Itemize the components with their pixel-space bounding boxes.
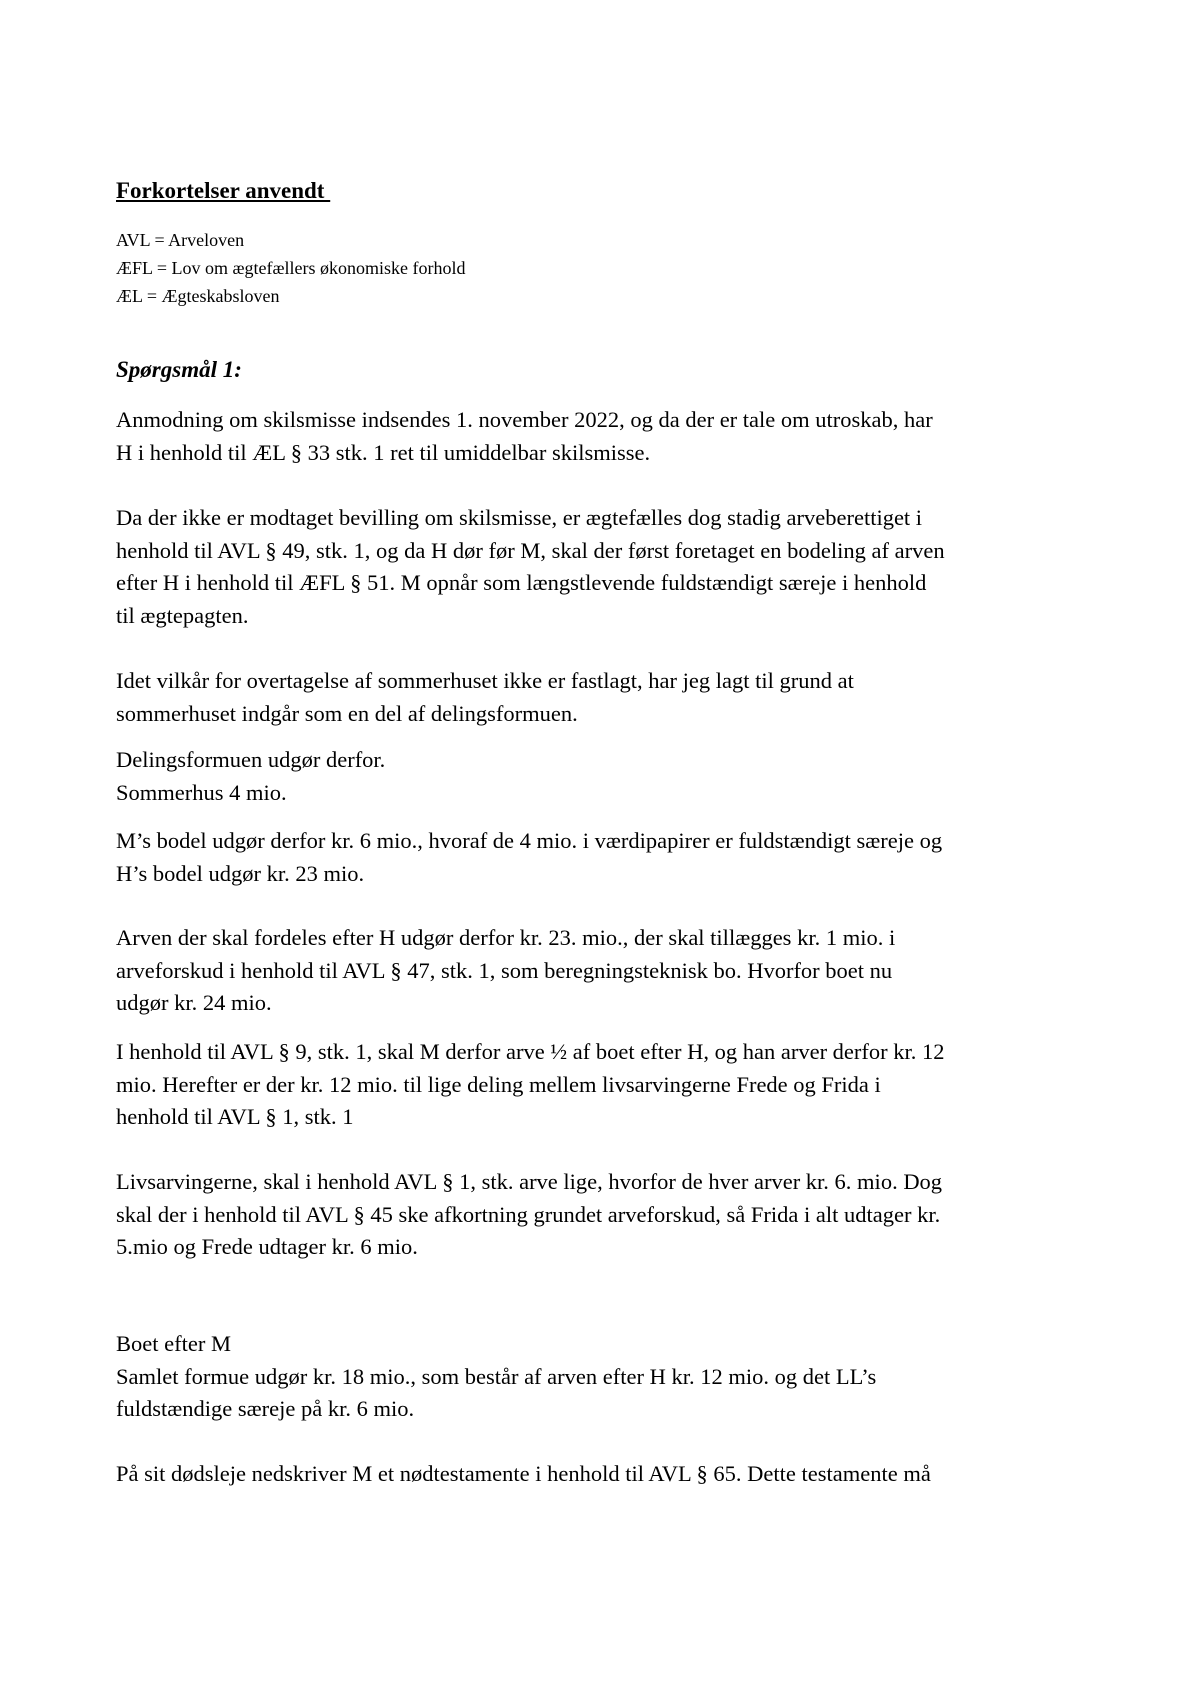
- paragraph: [116, 744, 1106, 809]
- paragraph-line: Anmodning om skilsmisse indsendes 1. november 2022, og da der er tale om utroskab, har: [116, 407, 933, 432]
- paragraph: [116, 1458, 1106, 1491]
- paragraph-line: 5.mio og Frede udtager kr. 6 mio.: [116, 1234, 418, 1259]
- paragraph-line: mio. Herefter er der kr. 12 mio. til lige deling mellem livsarvingerne Frede og Frida i: [116, 1071, 881, 1097]
- paragraph-line: På sit dødsleje nedskriver M et nødtestamente i henhold til AVL § 65. Dette testamente må: [116, 1461, 931, 1486]
- paragraph-line: til ægtepagten.: [116, 602, 249, 628]
- abbreviation-item: ÆL = Ægteskabsloven: [116, 286, 280, 306]
- paragraph-line: skal der i henhold til AVL § 45 ske afkortning grundet arveforskud, så Frida i alt udtager kr.: [116, 1201, 941, 1227]
- paragraph-line: H i henhold til ÆL § 33 stk. 1 ret til umiddelbar skilsmisse.: [116, 439, 651, 465]
- paragraph: [116, 404, 1106, 469]
- paragraph: [116, 1036, 1106, 1134]
- paragraph-line: sommerhuset indgår som en del af delingsformuen.: [116, 700, 578, 726]
- abbreviations-list: [116, 226, 465, 310]
- paragraph-line: henhold til AVL § 1, stk. 1: [116, 1104, 354, 1129]
- paragraph-line: arveforskud i henhold til AVL § 47, stk. 1, som beregningsteknisk bo. Hvorfor boet nu: [116, 957, 893, 983]
- paragraph-line: udgør kr. 24 mio.: [116, 990, 272, 1015]
- paragraph-line: Da der ikke er modtaget bevilling om skilsmisse, er ægtefælles dog stadig arveberettiget i: [116, 505, 923, 530]
- paragraph: [116, 502, 1106, 632]
- paragraph-line: Livsarvingerne, skal i henhold AVL § 1, stk. arve lige, hvorfor de hver arver kr. 6. mio. Dog: [116, 1169, 943, 1194]
- paragraph-line: Arven der skal fordeles efter H udgør derfor kr. 23. mio., der skal tillægges kr. 1 mio. i: [116, 925, 896, 950]
- abbreviation-item: ÆFL = Lov om ægtefællers økonomiske forhold: [116, 258, 466, 278]
- paragraph-line: Samlet formue udgør kr. 18 mio., som består af arven efter H kr. 12 mio. og det LL’s: [116, 1363, 877, 1389]
- question-title: Spørgsmål 1:: [116, 357, 242, 382]
- paragraph-line: I henhold til AVL § 9, stk. 1, skal M derfor arve ½ af boet efter H, og han arver derfor kr. 12: [116, 1039, 945, 1064]
- paragraph-line: efter H i henhold til ÆFL § 51. M opnår som længstlevende fuldstændigt særeje i henhold: [116, 570, 927, 595]
- paragraph: [116, 922, 1106, 1020]
- paragraph: [116, 1328, 1106, 1426]
- abbreviations-heading: Forkortelser anvendt: [116, 178, 331, 203]
- paragraph: [116, 665, 1106, 730]
- paragraph-line: Boet efter M: [116, 1331, 231, 1356]
- paragraph: [116, 1166, 1106, 1264]
- paragraph-line: Delingsformuen udgør derfor.: [116, 747, 386, 772]
- paragraph-line: henhold til AVL § 49, stk. 1, og da H dør før M, skal der først foretaget en bodeling af arven: [116, 537, 945, 563]
- abbreviation-item: AVL = Arveloven: [116, 230, 245, 250]
- paragraph: [116, 825, 1106, 890]
- paragraph-line: fuldstændige særeje på kr. 6 mio.: [116, 1396, 415, 1421]
- paragraph-line: Idet vilkår for overtagelse af sommerhuset ikke er fastlagt, har jeg lagt til grund at: [116, 668, 854, 693]
- paragraph-line: M’s bodel udgør derfor kr. 6 mio., hvoraf de 4 mio. i værdipapirer er fuldstændigt særeje og: [116, 828, 943, 853]
- paragraph-line: H’s bodel udgør kr. 23 mio.: [116, 860, 365, 886]
- paragraph-line: Sommerhus 4 mio.: [116, 779, 287, 805]
